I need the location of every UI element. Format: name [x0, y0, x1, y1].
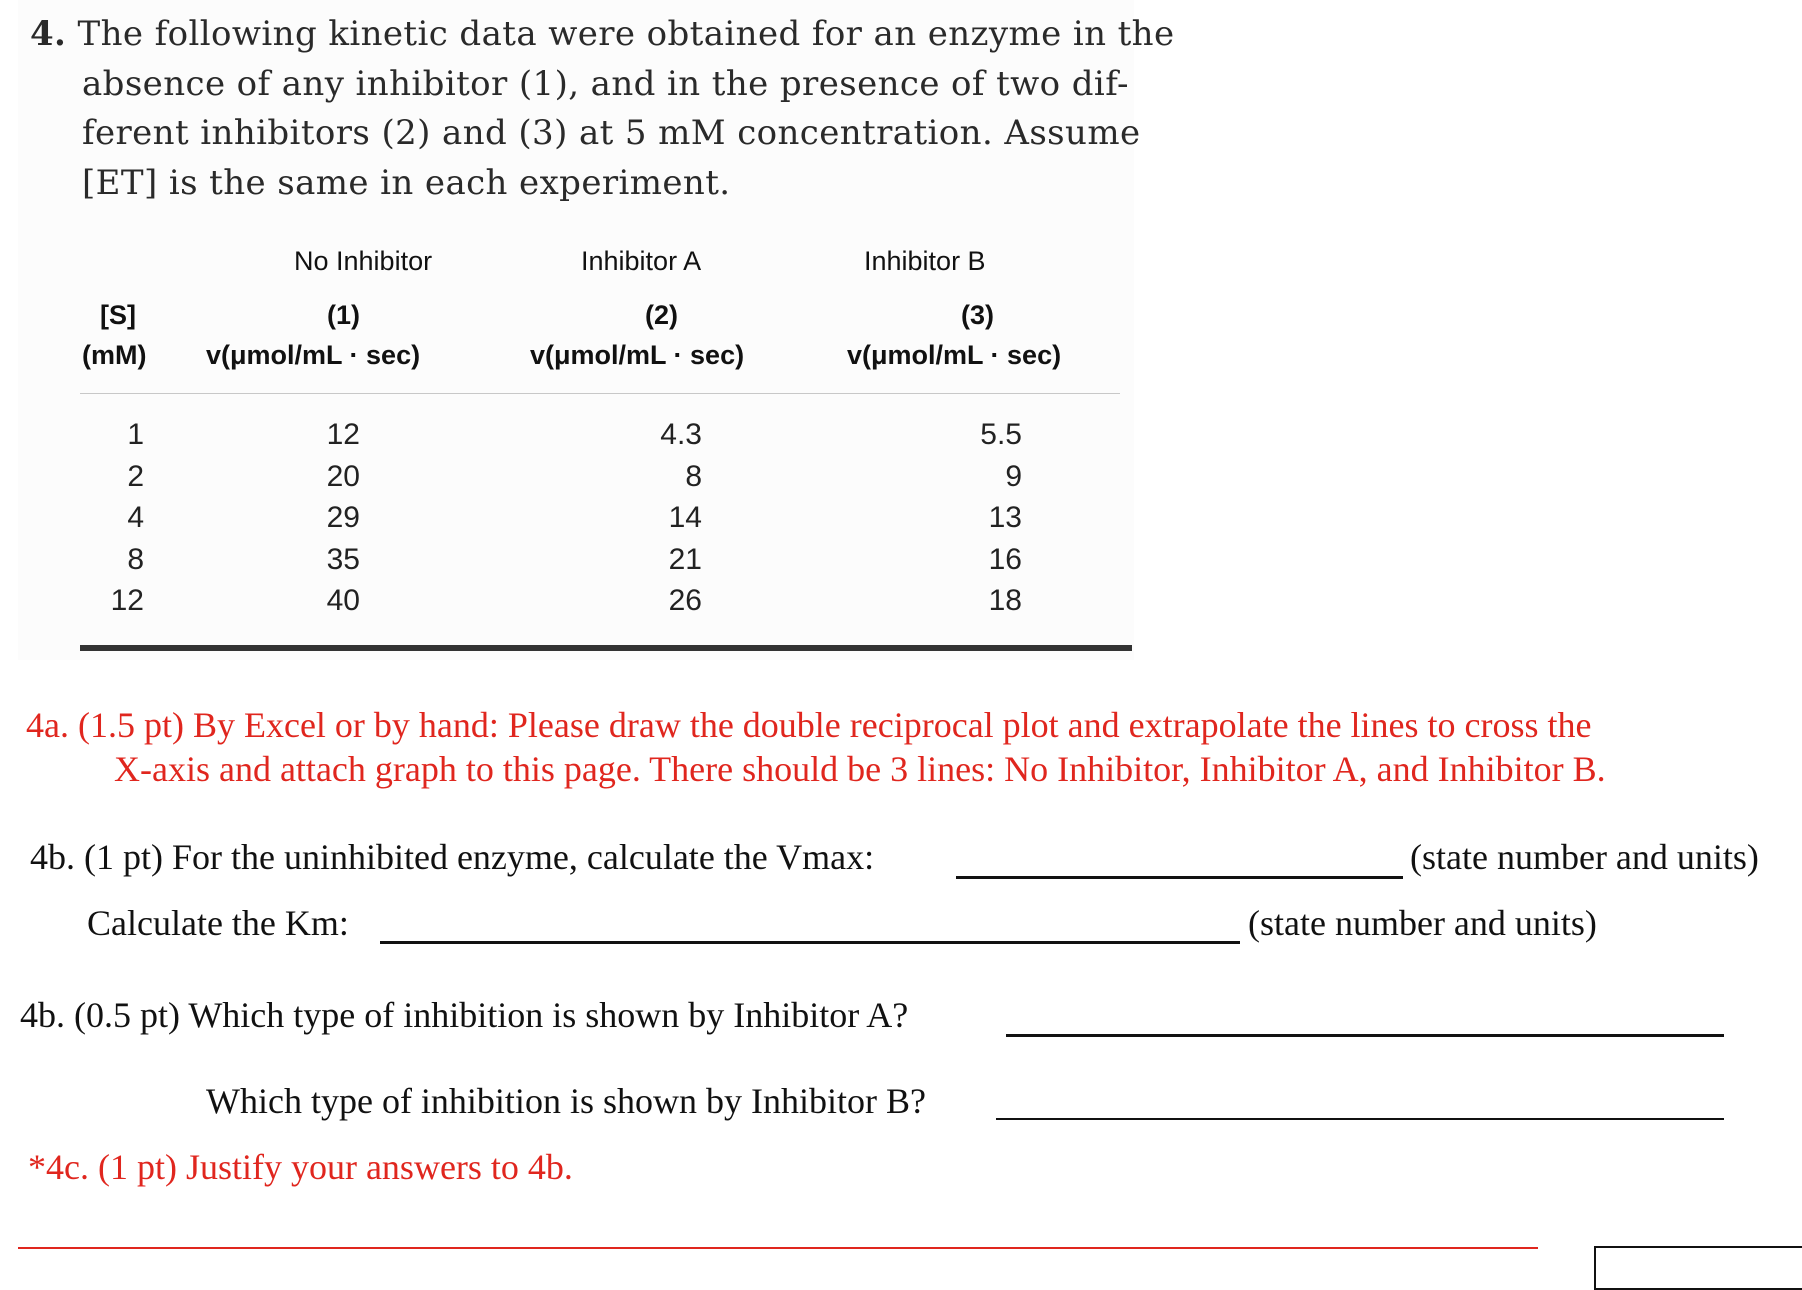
col-header-s-line2: (mM)	[82, 340, 147, 370]
problem-line-3: ferent inhibitors (2) and (3) at 5 mM concentration. Assume	[82, 113, 1141, 153]
table-bottom-rule	[80, 645, 1132, 651]
inhibitor-a-answer-blank[interactable]	[1006, 1034, 1724, 1037]
table-cell: 2	[127, 459, 144, 493]
col-header-2-line1: (2)	[645, 300, 678, 330]
table-cell: 12	[110, 584, 144, 618]
question-4a-line1: 4a. (1.5 pt) By Excel or by hand: Please draw the double reciprocal plot and extrapolate the lines to cross the	[26, 705, 1592, 745]
column-s	[100, 414, 144, 622]
vmax-suffix: (state number and units)	[1410, 837, 1759, 877]
group-header-inhibitor-a: Inhibitor A	[581, 246, 702, 276]
col-header-3-line1: (3)	[961, 300, 994, 330]
question-4c: *4c. (1 pt) Justify your answers to 4b.	[28, 1147, 573, 1187]
km-answer-blank[interactable]	[380, 941, 1240, 944]
group-header-no-inhibitor: No Inhibitor	[294, 246, 433, 276]
table-header-rule	[80, 393, 1120, 394]
col-header-2-line2: v(μmol/mL · sec)	[530, 340, 745, 370]
column-v3	[940, 414, 1022, 622]
table-cell: 8	[685, 459, 702, 493]
table-cell: 1	[127, 418, 144, 451]
question-4b-km: Calculate the Km:	[87, 903, 349, 943]
table-cell: 4.3	[660, 418, 702, 451]
problem-line-2: absence of any inhibitor (1), and in the presence of two dif-	[82, 63, 1129, 104]
vmax-answer-blank[interactable]	[956, 876, 1403, 879]
col-header-3-line2: v(μmol/mL · sec)	[847, 340, 1062, 370]
table-cell: 5.5	[980, 418, 1022, 451]
table-cell: 8	[127, 542, 144, 576]
table-cell: 40	[326, 584, 360, 618]
table-cell: 18	[988, 584, 1022, 618]
column-v2	[620, 414, 702, 622]
table-cell: 12	[326, 418, 360, 451]
table-cell: 16	[988, 542, 1022, 576]
col-header-1-line2: v(μmol/mL · sec)	[206, 340, 421, 370]
table-cell: 14	[668, 501, 702, 535]
column-v1	[300, 414, 360, 622]
table-cell: 13	[988, 501, 1022, 535]
table-cell: 20	[326, 459, 360, 493]
table-cell: 35	[326, 542, 360, 576]
question-4a	[26, 703, 1606, 791]
km-suffix: (state number and units)	[1248, 903, 1597, 943]
problem-number: 4.	[30, 14, 67, 54]
table-cell: 26	[668, 584, 702, 618]
group-header-inhibitor-b: Inhibitor B	[864, 246, 986, 276]
table-cell: 21	[668, 542, 702, 576]
table-cell: 9	[1005, 459, 1022, 493]
table-cell: 29	[326, 501, 360, 535]
question-4a-line2: X-axis and attach graph to this page. There should be 3 lines: No Inhibitor, Inhibitor A, and Inhibitor B.	[114, 749, 1606, 789]
inhibitor-b-answer-blank[interactable]	[996, 1118, 1724, 1120]
question-4b-inhibitor-b: Which type of inhibition is shown by Inhibitor B?	[206, 1081, 926, 1121]
justification-answer-line[interactable]	[18, 1247, 1538, 1249]
problem-line-1: The following kinetic data were obtained for an enzyme in the	[77, 14, 1175, 54]
problem-statement	[30, 10, 1175, 208]
col-header-1-line1: (1)	[327, 300, 360, 330]
score-box	[1594, 1246, 1802, 1290]
question-4b-vmax: 4b. (1 pt) For the uninhibited enzyme, calculate the Vmax:	[30, 837, 875, 877]
problem-line-4: [ET] is the same in each experiment.	[82, 162, 731, 203]
table-cell: 4	[127, 501, 144, 535]
question-4b-inhibitor-a: 4b. (0.5 pt) Which type of inhibition is shown by Inhibitor A?	[20, 995, 909, 1035]
col-header-s-line1: [S]	[100, 300, 136, 330]
